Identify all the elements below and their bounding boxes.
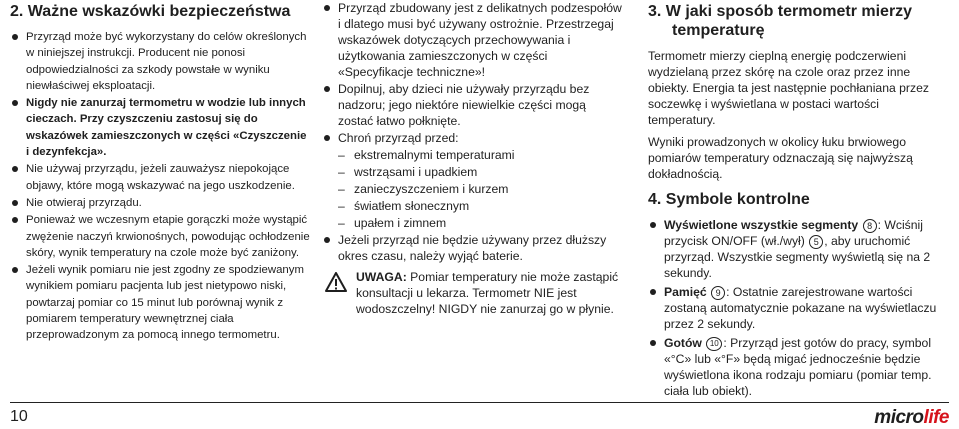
bullet-icon [12, 34, 18, 40]
warning-triangle-icon [325, 272, 347, 292]
callout-number-icon: 10 [706, 337, 722, 351]
symbol-list [648, 217, 948, 399]
dash-icon: – [338, 182, 345, 196]
list-item: Przyrząd zbudowany jest z delikatnych podzespołów i dlatego musi być używany ostrożnie. Przestrzegaj wskazówek dotyczących przechowywania i użytkowania zamieszczonych w części «Specyfikacje techniczne»! [322, 0, 622, 80]
dash-icon: – [338, 165, 345, 179]
battery-list [322, 232, 622, 264]
list-item: Wyświetlone wszystkie segmenty 8 : Wciśnij przycisk ON/OFF (wł./wył) 5 , aby uruchomić przyrząd. Wszystkie segmenty wyświetlą się na 2 sekundy. [648, 217, 948, 281]
safety-column [10, 0, 310, 345]
safety-list [10, 29, 310, 344]
protection-list [322, 147, 622, 231]
dash-item: – światłem słonecznym [338, 199, 470, 213]
list-item: Nie używaj przyrządu, jeżeli zauważysz niepokojące objawy, które mogą wskazywać na jego uszkodzenie. [10, 161, 310, 194]
bullet-icon [12, 100, 18, 106]
bullet-icon [12, 166, 18, 172]
list-item: Jeżeli wynik pomiaru nie jest zgodny ze spodziewanym wynikiem pomiaru pacjenta lub jest nietypowo niski, powtarzaj pomiar co 15 minut lub porównaj wynik z pomiarem temperatury wewnętrznej ciała przeprowadzonym za pomocą innego termometru. [10, 262, 310, 343]
safety-column-continued [322, 0, 622, 317]
callout-number-icon: 9 [711, 286, 725, 300]
measurement-column [648, 0, 948, 400]
dash-item: – upałem i zimnem [338, 216, 447, 230]
callout-number-icon: 8 [863, 219, 877, 233]
list-item: Przyrząd może być wykorzystany do celów określonych w niniejszej instrukcji. Producent nie ponosi odpowiedzialności za szkody powstałe w wyniku niewłaściwej eksploatacji. [10, 29, 310, 94]
list-item: Gotów 10 : Przyrząd jest gotów do pracy, symbol «°C» lub «°F» będą migać jednocześnie będzie wyświetlona ikona rodzaju pomiaru (pomiar temp. ciała lub obiekt). [648, 335, 948, 399]
warning-text: Pomiar temperatury nie może zastąpić konsultacji u lekarza. Termometr NIE jest wodoszczelny! NIGDY nie zanurzaj go w płynie. [356, 270, 619, 316]
bullet-icon [650, 289, 656, 295]
list-item: Chroń przyrząd przed: [322, 130, 622, 146]
warning-label: UWAGA: [356, 270, 407, 284]
bullet-icon [324, 237, 330, 243]
list-item: Nigdy nie zanurzaj termometru w wodzie lub innych cieczach. Przy czyszczeniu zastosuj się do wskazówek zamieszczonych w części «Czyszczenie i dezynfekcja». [10, 95, 310, 160]
dash-item: – ekstremalnymi temperaturami [338, 148, 515, 162]
bullet-icon [650, 222, 656, 228]
bullet-icon [12, 200, 18, 206]
section-heading-safety: 2. Ważne wskazówki bezpieczeństwa [10, 3, 291, 20]
bullet-icon [324, 86, 330, 92]
bullet-icon [12, 217, 18, 223]
list-item: Ponieważ we wczesnym etapie gorączki może wystąpić zwężenie naczyń krwionośnych, powodując ochłodzenie skóry, wynik temperatury na czole może być zaniżony. [10, 212, 310, 261]
footer-divider [10, 402, 949, 403]
bullet-icon [324, 135, 330, 141]
dash-icon: – [338, 216, 345, 230]
callout-number-icon: 5 [809, 235, 823, 249]
bullet-icon [650, 340, 656, 346]
dash-item: – zanieczyszczeniem i kurzem [338, 182, 509, 196]
list-item: Dopilnuj, aby dzieci nie używały przyrządu bez nadzoru; jego niektóre niewielkie części mogą zostać łatwo połknięte. [322, 81, 622, 129]
safety-list-continued [322, 0, 622, 146]
paragraph: Wyniki prowadzonych w okolicy łuku brwiowego pomiarów temperatury odznaczają się najwyższą dokładnością. [648, 135, 913, 181]
brand-logo: microlife [874, 407, 949, 428]
list-item: Pamięć 9 : Ostatnie zarejestrowane wartości zostaną automatycznie pokazane na wyświetlaczu przez 2 sekundy. [648, 284, 948, 332]
dash-icon: – [338, 199, 345, 213]
warning-note [322, 269, 622, 317]
bullet-icon [324, 5, 330, 11]
bullet-icon [12, 267, 18, 273]
page-number: 10 [10, 408, 28, 425]
section-heading-measure: 3. W jaki sposób termometr mierzy temperaturę [648, 3, 913, 39]
list-item: Jeżeli przyrząd nie będzie używany przez dłuższy okres czasu, należy wyjąć baterie. [322, 232, 622, 264]
list-item: Nie otwieraj przyrządu. [10, 195, 310, 211]
paragraph: Termometr mierzy cieplną energię podczerwieni wydzielaną przez skórę na czole oraz przez inne obiekty. Energia ta jest następnie pochłaniana przez soczewkę i wyświetlana w postaci wartości temperatury. [648, 49, 929, 127]
dash-item: – wstrząsami i upadkiem [338, 165, 478, 179]
dash-icon: – [338, 148, 345, 162]
section-heading-symbols: 4. Symbole kontrolne [648, 191, 810, 208]
